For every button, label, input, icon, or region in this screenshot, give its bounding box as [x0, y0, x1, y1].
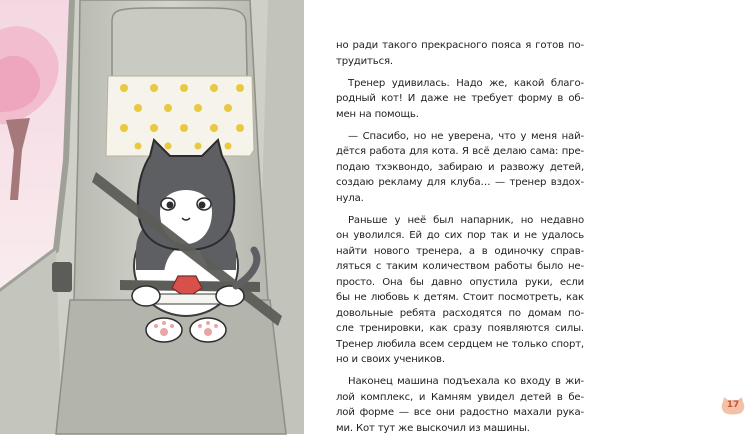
text-line: он уволился. Ей до сих пор так и не удалось: [336, 230, 584, 241]
page-number-badge: [720, 396, 746, 416]
text-line: Тренер любила всем сердцем не только спорт,: [336, 338, 584, 350]
text-line: родный кот! И даже не требует форму в об-: [336, 93, 584, 104]
story-text: [336, 38, 584, 443]
text-line: сле тренировки, как сразу появляются силы.: [336, 323, 584, 334]
text-line: Тренер удивилась. Надо же, какой благо-: [348, 77, 584, 89]
text-line: подаю тхэквондо, забираю и развожу детей,: [336, 161, 584, 173]
text-line: дётся работа для кота. Я всё делаю сама: пре-: [336, 146, 584, 157]
text-line: довольные ребята расходятся по домам по-: [336, 307, 584, 319]
text-page: [304, 0, 740, 434]
door-handle: [52, 262, 72, 292]
text-line: лой форме — все они радостно махали рука-: [336, 407, 584, 418]
paragraph: [336, 129, 584, 207]
paragraph: [336, 76, 584, 123]
paragraph: [336, 374, 584, 436]
text-line: лой комплекс, и Камням увидел детей в бе-: [336, 391, 584, 403]
page-number: 17: [726, 400, 740, 410]
cat-paw-left: [132, 286, 160, 306]
text-line: мен на помощь.: [336, 108, 419, 120]
text-line: но ради такого прекрасного пояса я готов по-: [336, 40, 584, 51]
text-line: создаю рекламу для клуба… — тренер вздох-: [336, 177, 584, 188]
text-line: но и своих учеников.: [336, 354, 445, 365]
text-line: просто. Она бы давно опустила руки, если: [336, 276, 584, 288]
paragraph: [336, 38, 584, 69]
paragraph: [336, 213, 584, 368]
text-line: нула.: [336, 192, 364, 204]
illustration-svg: [0, 0, 304, 434]
text-line: Раньше у неё был напарник, но недавно: [348, 214, 584, 226]
text-line: бы не любовь к детям. Стоит посмотреть, как: [336, 292, 584, 303]
text-line: трудиться.: [336, 55, 393, 67]
illustration-cat-in-car-seat: [0, 0, 304, 434]
text-line: ляться с таким количеством работы было не-: [336, 261, 584, 272]
cat-paw-right: [216, 286, 244, 306]
text-line: Наконец машина подъехала ко входу в жи-: [348, 376, 584, 387]
text-line: — Спасибо, но не уверена, что у меня най-: [348, 130, 584, 142]
text-line: найти нового тренера, а в одиночку справ-: [336, 245, 584, 257]
text-line: ми. Кот тут же выскочил из машины.: [336, 422, 530, 434]
